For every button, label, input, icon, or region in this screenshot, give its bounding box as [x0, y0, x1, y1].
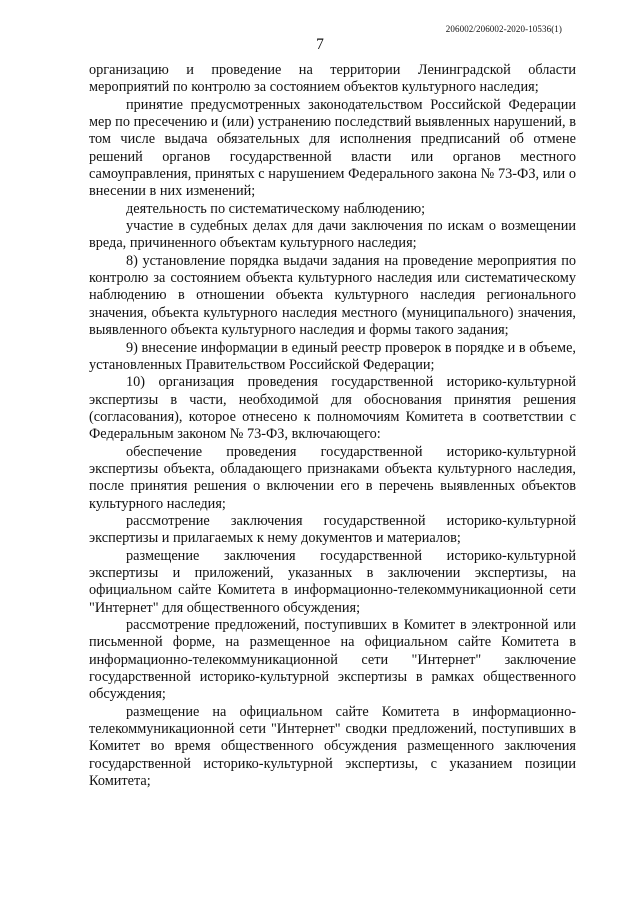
paragraph: 9) внесение информации в единый реестр проверок в порядке и в объеме, установленных Правительством Российской Федерации;: [89, 339, 576, 373]
paragraph: деятельность по систематическому наблюдению;: [126, 200, 426, 217]
document-body: [89, 62, 576, 790]
paragraph: размещение на официальном сайте Комитета в информационно-телекоммуникационной сети "Интернет" сводки предложений, поступивших в Комитет во время общественного обсуждения размещенного заключения государственной историко-культурной экспертизы, с указанием позиции Комитета;: [89, 703, 576, 790]
document-id: 206002/206002-2020-10536(1): [445, 24, 562, 34]
page-number: 7: [316, 36, 324, 53]
paragraph: 10) организация проведения государственной историко-культурной экспертизы в части, необходимой для обоснования принятия решения (согласования), которое отнесено к полномочиям Комитета в соответствии с Федеральным законом № 73-ФЗ, включающего:: [89, 374, 576, 443]
paragraph: 8) установление порядка выдачи задания на проведение мероприятия по контролю за состоянием объекта культурного наследия или систематическому наблюдению в отношении объекта культурного наследия регионального значения, объекта культурного наследия местного (муниципального) значения, выявленного объекта культурного наследия и формы такого задания;: [89, 252, 576, 339]
paragraph: рассмотрение предложений, поступивших в Комитет в электронной или письменной форме, на размещенное на официальном сайте Комитета в информационно-телекоммуникационной сети "Интернет" заключение государственной историко-культурной экспертизы в рамках общественного обсуждения;: [89, 617, 576, 703]
paragraph: организацию и проведение на территории Ленинградской области мероприятий по контролю за состоянием объектов культурного наследия;: [89, 62, 576, 96]
paragraph: рассмотрение заключения государственной историко-культурной экспертизы и прилагаемых к нему документов и материалов;: [89, 512, 576, 547]
paragraph: участие в судебных делах для дачи заключения по искам о возмещении вреда, причиненного объектам культурного наследия;: [89, 218, 576, 252]
paragraph: принятие предусмотренных законодательством Российской Федерации мер по пресечению и (или) устранению последствий выявленных нарушений, в том числе выдача обязательных для исполнения предписаний об отмене решений органов государственной власти или органов местного самоуправления, принятых с нарушением Федерального закона № 73-ФЗ, или о внесении в них изменений;: [89, 96, 576, 200]
paragraph: размещение заключения государственной историко-культурной экспертизы и приложений, указанных в заключении экспертизы, на официальном сайте Комитета в информационно-телекоммуникационной сети "Интернет" для общественного обсуждения;: [89, 547, 576, 616]
paragraph: обеспечение проведения государственной историко-культурной экспертизы объекта, обладающего признаками объекта культурного наследия, после принятия решения о включении его в перечень выявленных объектов культурного наследия;: [89, 443, 576, 512]
